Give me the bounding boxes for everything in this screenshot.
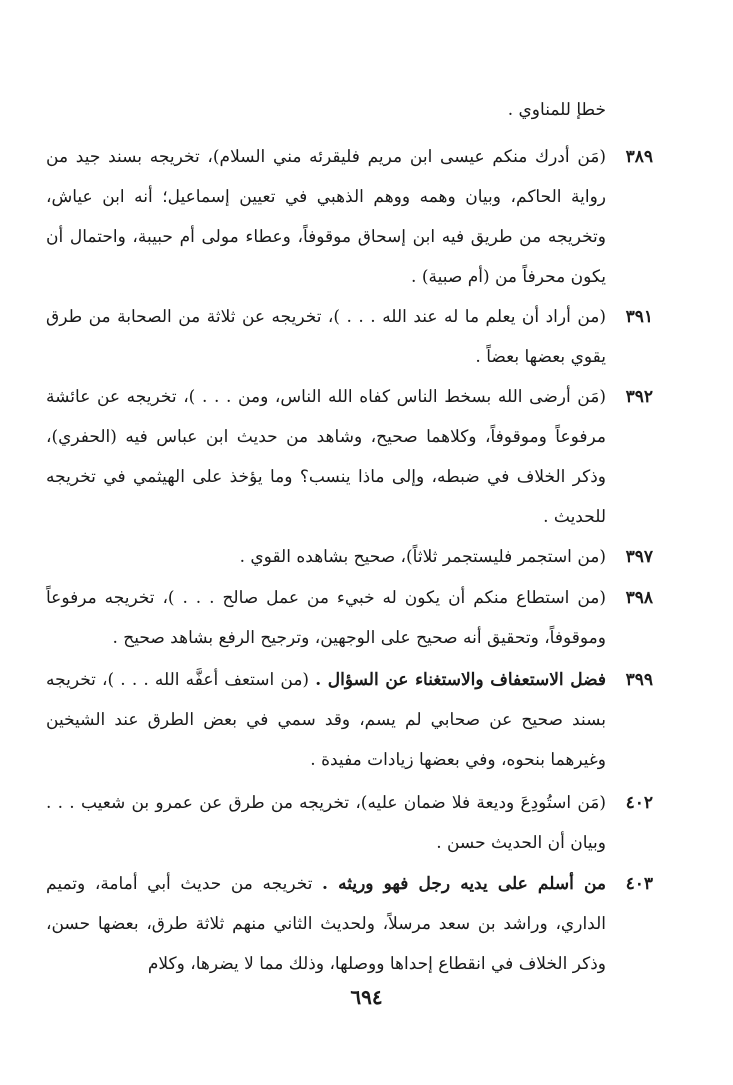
entry-body: (مَن أرضى الله بسخط الناس كفاه الله الناس، ومن . . . )، تخريجه عن عائشة مرفوعاً وموقوفاً، وكلاهما صحيح، وشاهد من حديث ابن عباس فيه (الحفري)، وذكر الخلاف في ضبطه، وإلى ماذا ينسب؟ وما يؤخذ على الهيثمي في تخريجه للحديث . (46, 387, 606, 527)
entry-body: (مَن أدرك منكم عيسى ابن مريم فليقرئه مني السلام)، تخريجه بسند جيد من رواية الحاكم، وبيان وهمه ووهم الذهبي في تعيين إسماعيل؛ أنه ابن عياش، وتخريجه من طريق فيه ابن إسحاق موقوفاً، وعطاء مولى أم حبيبة، واحتمال أن يكون محرفاً من (أم صبية) . (46, 147, 606, 287)
entry-heading: فضل الاستعفاف والاستغناء عن السؤال . (315, 670, 606, 690)
entry-body: (من استعف أعفَّه الله . . . )، تخريجه بسند صحيح عن صحابي لم يسم، وقد سمي في بعض الطرق عند الشيخين وغيرهما بنحوه، وفي بعضها زيادات مفيدة . (46, 670, 606, 770)
intro-line: خطإ للمناوي . (507, 100, 606, 120)
entry-text (46, 864, 606, 984)
entry-number: ٤٠٣ (625, 874, 653, 894)
entry-text (46, 783, 606, 863)
entry-text (46, 297, 606, 377)
entry-text (46, 137, 606, 297)
entry-number: ٣٩٢ (625, 387, 653, 407)
entry-number: ٤٠٢ (625, 793, 653, 813)
entry-body: (من استجمر فليستجمر ثلاثاً)، صحيح بشاهده القوي . (239, 547, 606, 567)
entry-text (46, 578, 606, 658)
entry-text (46, 660, 606, 780)
entry-number: ٣٩١ (625, 307, 653, 327)
entry-body: (مَن استُودِعَ وديعة فلا ضمان عليه)، تخريجه من طرق عن عمرو بن شعيب . . . وبيان أن الحديث حسن . (46, 793, 606, 853)
entry-body: (من استطاع منكم أن يكون له خبيء من عمل صالح . . . )، تخريجه مرفوعاً وموقوفاً، وتحقيق أنه صحيح على الوجهين، وترجيح الرفع بشاهد صحيح . (46, 588, 606, 648)
entry-number: ٣٩٧ (625, 547, 653, 567)
entry-text (46, 537, 606, 577)
entry-body: (من أراد أن يعلم ما له عند الله . . . )، تخريجه عن ثلاثة من الصحابة من طرق يقوي بعضها بعضاً . (46, 307, 606, 367)
entry-number: ٣٩٨ (625, 588, 653, 608)
entry-number: ٣٨٩ (625, 147, 653, 167)
entry-body: تخريجه من حديث أبي أمامة، وتميم الداري، وراشد بن سعد مرسلاً، ولحديث الثاني منهم ثلاثة طرق، بعضها حسن، وذكر الخلاف في انقطاع إحداها ووصلها، وذلك مما لا يضرها، وكلام (46, 874, 606, 974)
page-number: ٦٩٤ (350, 985, 383, 1009)
entry-text (46, 377, 606, 537)
entry-number: ٣٩٩ (625, 670, 653, 690)
entry-heading: من أسلم على يديه رجل فهو وريثه . (322, 874, 606, 894)
